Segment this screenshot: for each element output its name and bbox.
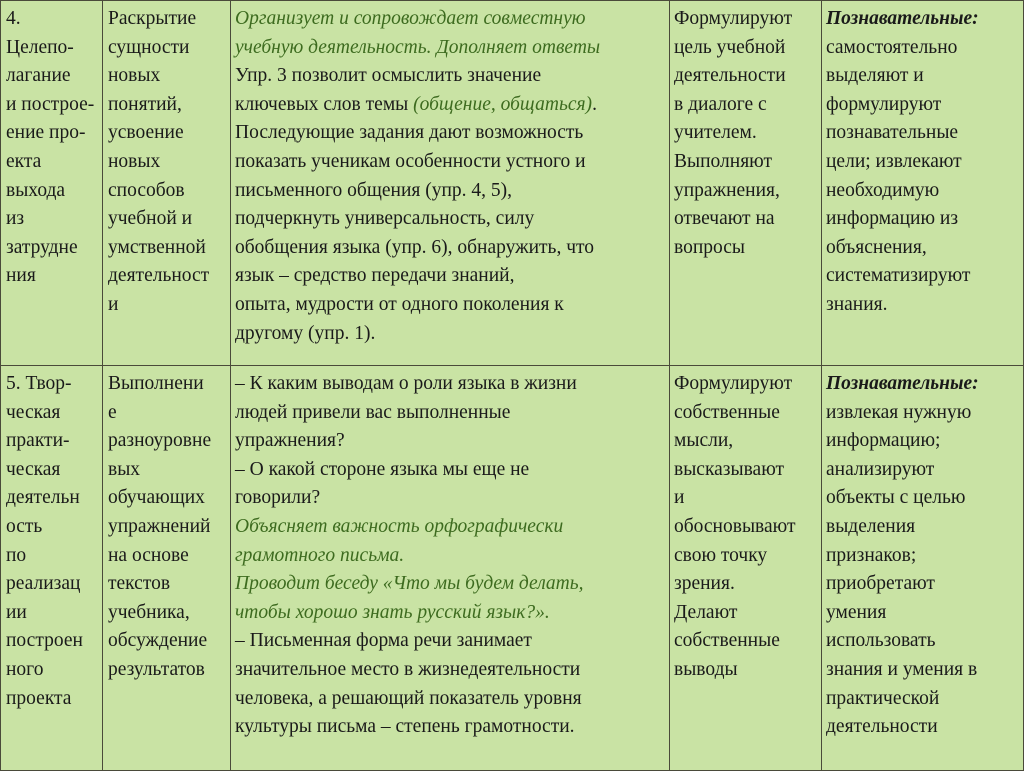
text-line: обучающих: [108, 487, 205, 509]
text-line: обсуждение: [108, 630, 208, 652]
text-line: деятельности: [674, 65, 786, 87]
text-line: выделения: [826, 515, 916, 537]
teacher-activity-cell: [231, 1, 670, 366]
uud-title: Познавательные:: [826, 8, 979, 29]
text-line: учебной и: [108, 208, 193, 230]
text-line: необходимую: [826, 179, 940, 201]
text-line: ного: [6, 658, 44, 680]
text-line: в диалоге с: [674, 93, 767, 115]
text-line: чтобы хорошо знать русский язык?».: [235, 601, 550, 623]
text-line: практи-: [6, 430, 70, 452]
text-line: Раскрытие: [108, 8, 197, 29]
text-line: Проводит беседу «Что мы будем делать,: [235, 573, 584, 595]
text-line: е: [108, 401, 117, 423]
text-line: ии: [6, 601, 27, 623]
text-line: деятельност: [108, 265, 210, 287]
uud-text: [826, 34, 1021, 320]
text-line: и построе-: [6, 93, 95, 115]
text-line: упражнения,: [674, 179, 780, 201]
uud-cell: [822, 1, 1024, 366]
text-line: Формулируют: [674, 373, 793, 394]
text-line: 4.: [6, 8, 21, 29]
stage-cell: [1, 1, 103, 366]
text-line: познавательные: [826, 122, 959, 144]
text-line: из: [6, 208, 25, 230]
text-line: новых: [108, 65, 161, 87]
text-line: другому (упр. 1).: [235, 322, 376, 344]
text-line: высказывают: [674, 458, 785, 480]
text-line: объяснения,: [826, 236, 927, 258]
text-line: учителем.: [674, 122, 757, 144]
text-line: усвоение: [108, 122, 184, 144]
text-line: отвечают на: [674, 208, 775, 230]
text-line: проекта: [6, 687, 72, 709]
text-line: грамотного письма.: [235, 544, 405, 566]
text-line: екта: [6, 150, 42, 172]
text-line: вопросы: [674, 236, 746, 258]
text-line: Организует и сопровождает совместную: [235, 8, 586, 29]
text-line: цели; извлекают: [826, 150, 962, 172]
text-line: собственные: [674, 630, 780, 652]
text-line: новых: [108, 150, 161, 172]
goal-cell: [103, 366, 231, 771]
text-line: формулируют: [826, 93, 942, 115]
text-line: текстов: [108, 573, 171, 595]
text-line: – К каким выводам о роли языка в жизни: [235, 373, 577, 394]
uud-cell: [822, 366, 1024, 771]
text-line: мысли,: [674, 430, 734, 452]
text-line: культуры письма – степень грамотности.: [235, 716, 575, 738]
text-line: [235, 91, 667, 120]
text-line: разноуровне: [108, 430, 212, 452]
stage-cell: [1, 366, 103, 771]
text-fragment: (общение, общаться): [413, 93, 593, 115]
teacher-activity-cell: [231, 366, 670, 771]
text-line: систематизируют: [826, 265, 971, 287]
text-line: опыта, мудрости от одного поколения к: [235, 293, 564, 315]
text-line: значительное место в жизнедеятельности: [235, 658, 581, 680]
student-activity-cell: [670, 366, 822, 771]
text-line: практической: [826, 687, 940, 709]
text-line: ение про-: [6, 122, 86, 144]
text-line: умения: [826, 601, 887, 623]
text-fragment: ключевых слов темы: [235, 93, 414, 115]
text-line: 5. Твор-: [6, 373, 72, 394]
text-line: людей привели вас выполненные: [235, 401, 511, 423]
text-line: показать ученикам особенности устного и: [235, 150, 586, 172]
text-line: Целепо-: [6, 36, 74, 58]
text-line: объекты с целью: [826, 487, 966, 509]
text-line: информацию из: [826, 208, 959, 230]
text-line: и: [674, 487, 685, 509]
text-line: Выполнени: [108, 373, 204, 394]
text-line: учебника,: [108, 601, 190, 623]
text-line: выделяют и: [826, 65, 924, 87]
text-line: лагание: [6, 65, 71, 87]
text-line: цель учебной: [674, 36, 786, 58]
text-line: Последующие задания дают возможность: [235, 122, 584, 144]
text-line: информацию;: [826, 430, 941, 452]
text-line: признаков;: [826, 544, 917, 566]
text-line: использовать: [826, 630, 936, 652]
text-line: умственной: [108, 236, 206, 258]
text-line: свою точку: [674, 544, 768, 566]
text-line: Объясняет важность орфографически: [235, 515, 564, 537]
text-fragment: .: [592, 93, 597, 115]
text-line: понятий,: [108, 93, 182, 115]
text-line: реализац: [6, 573, 81, 595]
text-line: – О какой стороне языка мы еще не: [235, 458, 530, 480]
uud-text: [826, 399, 1021, 742]
text-line: деятельн: [6, 487, 80, 509]
text-line: выводы: [674, 658, 738, 680]
text-line: знания.: [826, 293, 888, 315]
text-line: и: [108, 293, 119, 315]
uud-title: Познавательные:: [826, 373, 979, 394]
text-line: анализируют: [826, 458, 935, 480]
goal-cell: [103, 1, 231, 366]
text-line: приобретают: [826, 573, 935, 595]
text-line: по: [6, 544, 27, 566]
text-line: собственные: [674, 401, 780, 423]
text-line: – Письменная форма речи занимает: [235, 630, 532, 652]
text-line: Выполняют: [674, 150, 773, 172]
text-line: человека, а решающий показатель уровня: [235, 687, 582, 709]
text-line: Формулируют: [674, 8, 793, 29]
text-line: обобщения языка (упр. 6), обнаружить, что: [235, 236, 595, 258]
text-line: извлекая нужную: [826, 401, 972, 423]
text-line: вых: [108, 458, 141, 480]
text-line: ость: [6, 515, 43, 537]
text-line: затрудне: [6, 236, 78, 258]
text-line: Делают: [674, 601, 738, 623]
text-line: знания и умения в: [826, 658, 978, 680]
text-line: упражнения?: [235, 430, 345, 452]
text-line: ческая: [6, 401, 61, 423]
text-line: обосновывают: [674, 515, 796, 537]
text-line: подчеркнуть универсальность, силу: [235, 208, 535, 230]
text-line: говорили?: [235, 487, 321, 509]
text-line: Упр. 3 позволит осмыслить значение: [235, 65, 542, 87]
text-line: способов: [108, 179, 185, 201]
text-line: учебную деятельность. Дополняет ответы: [235, 36, 601, 58]
text-line: сущности: [108, 36, 190, 58]
text-line: на основе: [108, 544, 189, 566]
text-line: самостоятельно: [826, 36, 958, 58]
text-line: ния: [6, 265, 36, 287]
student-activity-cell: [670, 1, 822, 366]
text-line: построен: [6, 630, 83, 652]
table-row: [1, 1, 1024, 366]
text-line: язык – средство передачи знаний,: [235, 265, 515, 287]
text-line: деятельности: [826, 716, 938, 738]
text-line: письменного общения (упр. 4, 5),: [235, 179, 513, 201]
table-row: [1, 366, 1024, 771]
text-line: ческая: [6, 458, 61, 480]
text-line: результатов: [108, 658, 205, 680]
text-line: зрения.: [674, 573, 735, 595]
text-line: упражнений: [108, 515, 211, 537]
text-line: выхода: [6, 179, 66, 201]
